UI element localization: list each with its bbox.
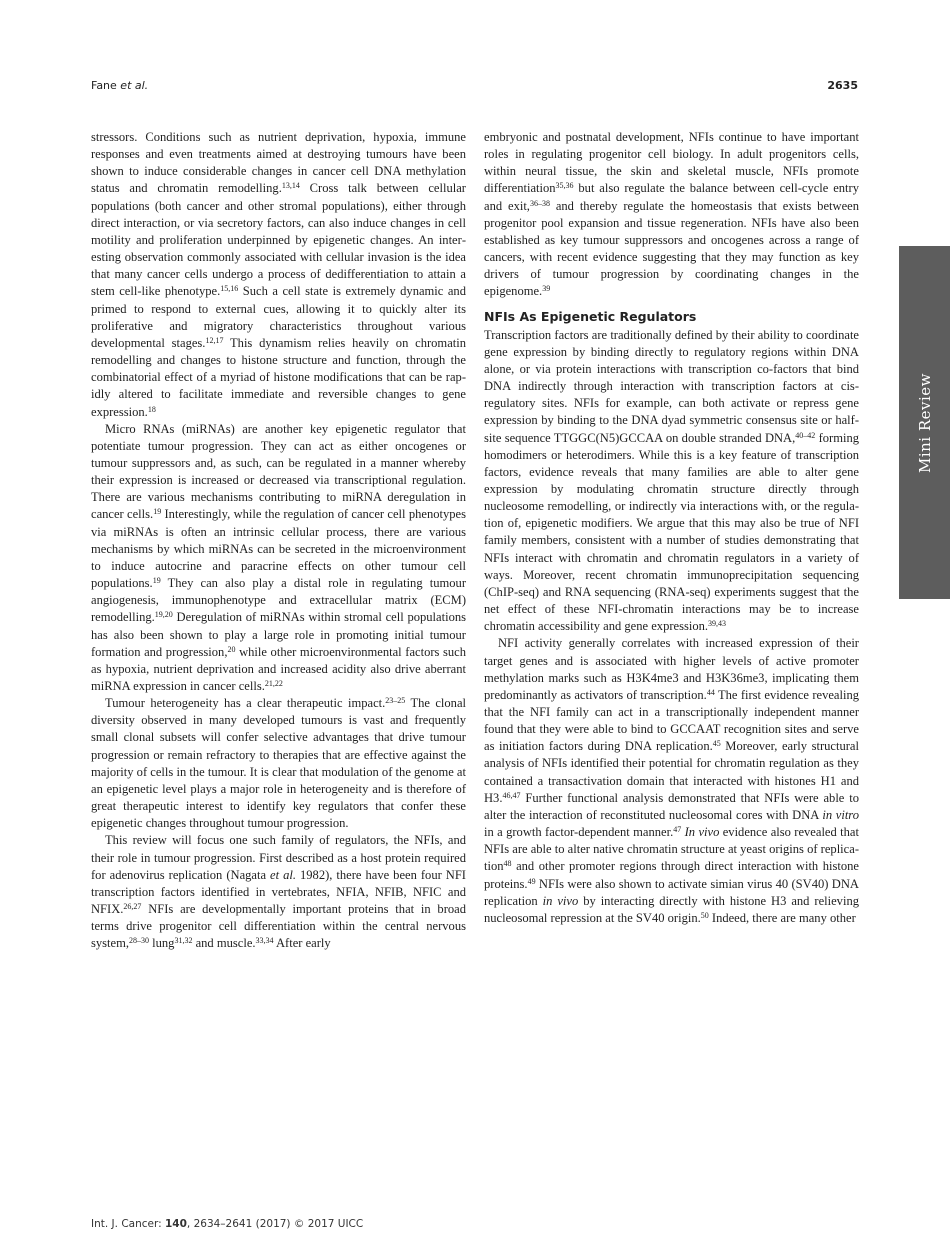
- citation: 48: [503, 859, 512, 869]
- authors-etal: et al.: [120, 79, 149, 92]
- text: evidence also revealed that NFIs are able to alter native chromatin structure at yeast origins of replication: [484, 825, 859, 874]
- page-number: 2635: [827, 79, 858, 92]
- citation: 45: [712, 739, 721, 749]
- citation: 44: [706, 687, 715, 697]
- italic-text: in vivo: [542, 893, 579, 908]
- citation: 33,34: [255, 936, 274, 946]
- paragraph: [484, 129, 859, 301]
- page-footer: [91, 1218, 363, 1230]
- section-heading: NFIs As Epigenetic Regulators: [484, 308, 697, 324]
- left-column: [91, 129, 466, 953]
- text: by interacting directly with histone H3 and relieving nucleosomal repression at the SV40 origin.: [484, 893, 859, 925]
- citation: 19: [152, 576, 161, 586]
- authors-text: Fane: [91, 79, 121, 92]
- citation: 46,47: [502, 790, 521, 800]
- text: and other promoter regions through direct interaction with histone proteins.: [484, 859, 859, 891]
- text: while other microenvironmental factors such as hypoxia, nutrient deprivation and increased acidity also drive aberrant miRNA expression in cancer cells.: [91, 644, 467, 693]
- citation: 49: [527, 876, 536, 886]
- section-side-tab: [899, 246, 950, 599]
- text: This dynamism relies heavily on chromatin remodelling and changes to histone structure and function, through the combinatorial effect of a myriad of histone modifications that can be rapidly altered to facilitate immediate and reversible changes to gene expression.: [91, 335, 467, 419]
- text: Indeed, there are many other: [708, 910, 856, 925]
- text: in a growth factor-dependent manner.: [484, 825, 674, 840]
- text: The first evidence revealing that the NFI family can act in a transcriptionally independent manner found that they were able to bind to GCCAAT recognition sites and serve as initiation factors during DNA replication.: [484, 687, 859, 754]
- italic-text: In vivo: [684, 825, 720, 840]
- paragraph: [91, 695, 466, 832]
- citation: 39,43: [708, 619, 727, 629]
- paragraph: [91, 421, 466, 696]
- text: lung: [149, 936, 175, 951]
- running-header-authors: [91, 79, 148, 92]
- citation: 50: [700, 910, 709, 920]
- footer-journal: Int. J. Cancer:: [91, 1218, 165, 1230]
- citation: 31,32: [174, 936, 193, 946]
- text: Transcription factors are traditionally defined by their ability to coordinate gene expression by binding directly to regulatory regions within DNA alone, or via protein interactions with transcription co-factors that bind DNA indirectly through interaction with transcription factors at cis-regulatory sites. NFIs for example, can both activate or repress gene expression by binding to the DNA dyad symmetric consensus site or half-site sequence TTGGC(N5)GCCAA on double stranded DNA,: [484, 327, 859, 445]
- citation: 36–38: [529, 198, 550, 208]
- text: This review will focus one such family of regulators, the NFIs, and their role in tumour progression. First described as a host protein required for adenovirus replication (Nagata: [91, 833, 466, 882]
- footer-citation: , 2634–2641 (2017) © 2017 UICC: [186, 1218, 364, 1230]
- text: Micro RNAs (miRNAs) are another key epigenetic regulator that potentiate tumour progression. They can act as either oncogenes or tumour suppressors and, as such, can be regulated in a manner whereby their expression is increased or decreased via transcriptional regulation. There are various mechanisms contributing to miRNA deregulation in cancer cells.: [91, 421, 466, 522]
- citation: 39: [542, 284, 551, 294]
- side-tab-label: Mini Review: [915, 372, 934, 473]
- text: After early: [273, 936, 331, 951]
- text: NFI activity generally correlates with increased expression of their target genes and is associated with higher levels of active promoter methylation marks such as H3K4me3 and H3K36me3, implicating them predominantly as activators of transcription.: [484, 636, 859, 702]
- citation: 20: [227, 644, 236, 654]
- italic-text: et al.: [270, 867, 296, 882]
- footer-volume: 140: [164, 1218, 187, 1230]
- right-column: [484, 129, 859, 927]
- text: NFIs were also shown to activate simian virus 40 (SV40) DNA replication: [484, 876, 859, 908]
- paragraph: [91, 129, 466, 421]
- text: but also regulate the balance between cell-cycle entry and exit,: [484, 181, 859, 213]
- text: Such a cell state is extremely dynamic and primed to respond to external cues, allowing it to quickly alter its proliferative and migratory characteristics throughout various developmental stages.: [91, 284, 466, 350]
- citation: 26,27: [123, 902, 142, 912]
- citation: 19,20: [154, 610, 173, 620]
- text: Deregulation of miRNAs within stromal cell populations has also been shown to play a large role in promoting initial tumour formation and progression,: [91, 610, 466, 659]
- citation: 19: [153, 507, 162, 517]
- text: Interestingly, while the regulation of cancer cell phenotypes via miRNAs is often an intrinsic cellular process, there are various mechanisms by which miRNAs can be secreted in the microenvironment to induce autocrine and paracrine effects on other tumour cell populations.: [91, 507, 466, 591]
- text: Cross talk between cellular populations (both cancer and other stromal populations), either through direct interaction, or via secretory factors, can also induce changes in cell motility and proliferation underpinned by epigenetic changes. An interesting observation commonly associated with cellular invasion is the idea that many cancer cells undergo a process of dedifferentiation to attain a stem cell-like phenotype.: [91, 181, 466, 299]
- text: and thereby regulate the homeostasis that exists between progenitor pool expansion and tissue regeneration. NFIs have also been established as key tumour suppressors and oncogenes across a range of cancers, with recent evidence suggesting that they may function as key drivers of tumour progression by coordinating changes in the epigenome.: [484, 198, 859, 299]
- citation: 28–30: [129, 936, 149, 946]
- citation: 13,14: [281, 181, 300, 191]
- paragraph: [484, 327, 859, 636]
- text: Further functional analysis demonstrated that NFIs were able to alter the interaction of reconstituted nucleosomal cores with DNA: [484, 790, 859, 822]
- italic-text: in vitro: [822, 807, 859, 822]
- citation: 35,36: [555, 181, 574, 191]
- citation: 40–42: [795, 430, 816, 440]
- citation: 21,22: [264, 679, 283, 688]
- text: NFIs are developmentally important proteins that in broad terms drive progenitor cell differentiation within the central nervous system,: [91, 902, 466, 951]
- citation: 15,16: [220, 284, 239, 294]
- text: embryonic and postnatal development, NFIs continue to have important roles in regulating progenitor cell biology. In adult progenitors cells, within neural tissue, the skin and skeletal muscle, NFIs promote differentiation: [484, 130, 859, 196]
- citation: 12,17: [205, 335, 224, 345]
- citation: 18: [147, 404, 156, 414]
- text: stressors. Conditions such as nutrient deprivation, hypoxia, immune responses and even treatments aimed at destroying tumours have been shown to induce considerable changes in cancer cell DNA methylation status and chromatin remodelling.: [91, 130, 466, 196]
- text: Moreover, early structural analysis of NFIs identified their potential for chromatin regulation as they contained a transactivation domain that interacted with histones H1 and H3.: [484, 739, 859, 805]
- citation: 23–25: [385, 696, 406, 706]
- text: Tumour heterogeneity has a clear therapeutic impact.: [105, 696, 386, 711]
- text: and muscle.: [192, 936, 256, 951]
- paragraph: [484, 635, 859, 927]
- text: forming homodimers or heterodimers. While this is a key feature of transcription factors, evidence reveals that many families are able to alter gene expression by modulating chromatin structure directly through nucleosome remodelling, or indirectly via interactions with, or the regulation of, epigenetic modifiers. We argue that this may also be true of NFI family members, consistent with a number of studies demonstrating that NFIs interact with chromatin and chromatin regulators in a variety of ways. Moreover, recent chromatin immunoprecipitation sequencing (ChIP-seq) and RNA sequencing (RNA-seq) experiments suggest that the net effect of these NFI-chromatin interactions may be to increase chromatin accessibility and gene expression.: [484, 430, 859, 634]
- citation: 47: [673, 825, 682, 835]
- text: They can also play a distal role in regulating tumour angiogenesis, immunophenotype and extracellular matrix (ECM) remodelling.: [91, 576, 466, 625]
- text: 1982), there have been four NFI transcription factors identified in vertebrates, NFIA, NFIB, NFIC and NFIX.: [91, 867, 466, 917]
- paragraph: [91, 832, 466, 952]
- text: The clonal diversity observed in many developed tumours is vast and frequently small clonal subsets will confer selective advantages that drive tumour progression or remain refractory to therapies that are effective against the majority of cells in the tumour. It is clear that modulation of the genome at an epigenetic level plays a major role in heterogeneity and is therefore of great therapeutic interest to identify key regulators that confer these epigenetic changes throughout tumour progression.: [91, 696, 466, 831]
